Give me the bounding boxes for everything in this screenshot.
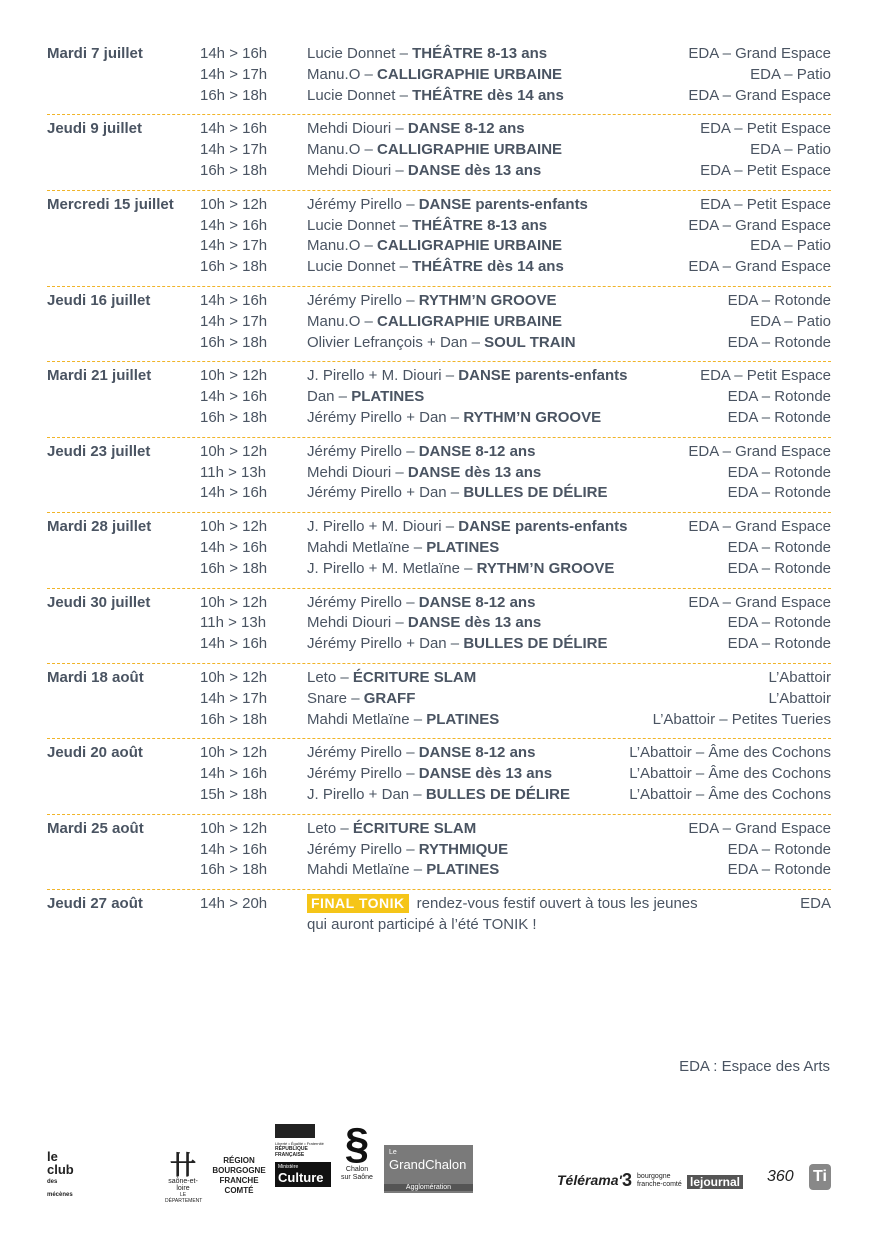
session-time: 14h > 16h bbox=[200, 635, 268, 653]
session-list bbox=[200, 44, 831, 106]
agglomeration-text: Agglomération bbox=[384, 1184, 473, 1191]
session-place: EDA – Grand Espace bbox=[688, 593, 831, 611]
chalon-text: sur Saône bbox=[341, 1174, 373, 1181]
session-person: Manu.O – bbox=[307, 312, 378, 330]
session-title: BULLES DE DÉLIRE bbox=[463, 635, 608, 653]
session-place: EDA – Rotonde bbox=[727, 614, 831, 632]
session-activity bbox=[307, 44, 688, 65]
session-person: Manu.O – bbox=[307, 65, 378, 83]
session-place: EDA – Grand Espace bbox=[688, 86, 831, 104]
session-place: L’Abattoir – Âme des Cochons bbox=[629, 785, 831, 803]
final-session bbox=[200, 894, 831, 936]
session-title: CALLIGRAPHIE URBAINE bbox=[377, 65, 563, 83]
session-place: EDA – Patio bbox=[750, 141, 831, 159]
final-description bbox=[307, 894, 800, 915]
session-activity bbox=[307, 668, 768, 689]
session-title: DANSE 8-12 ans bbox=[407, 120, 525, 138]
session-activity bbox=[307, 463, 728, 484]
day-label: Mardi 25 août bbox=[47, 819, 144, 837]
session-place: EDA – Rotonde bbox=[727, 635, 831, 653]
session-title: BULLES DE DÉLIRE bbox=[425, 785, 570, 803]
session-person: Jérémy Pirello – bbox=[307, 442, 419, 460]
session-place: EDA – Petit Espace bbox=[700, 367, 831, 385]
session-title: RYTHM’N GROOVE bbox=[463, 408, 602, 426]
session-activity bbox=[307, 366, 700, 387]
session-activity bbox=[307, 538, 728, 559]
session-row bbox=[200, 236, 831, 257]
session-time: 14h > 16h bbox=[200, 538, 268, 556]
session-time: 10h > 12h bbox=[200, 668, 268, 686]
session-activity bbox=[307, 517, 688, 538]
session-person: Mehdi Diouri – bbox=[307, 120, 408, 138]
session-person: Snare – bbox=[307, 689, 364, 707]
session-list bbox=[200, 366, 831, 428]
session-person: Mahdi Metlaïne – bbox=[307, 861, 427, 879]
session-title: PLATINES bbox=[351, 388, 425, 406]
session-time: 14h > 16h bbox=[200, 840, 268, 858]
session-row bbox=[200, 86, 831, 107]
session-list bbox=[200, 195, 831, 278]
session-row bbox=[200, 408, 831, 429]
session-person: Mehdi Diouri – bbox=[307, 463, 408, 481]
ti-logo: Ti bbox=[809, 1164, 831, 1190]
session-time: 16h > 18h bbox=[200, 161, 268, 179]
session-person: Lucie Donnet – bbox=[307, 258, 413, 276]
session-activity bbox=[307, 236, 750, 257]
session-person: Lucie Donnet – bbox=[307, 45, 413, 62]
session-activity bbox=[307, 819, 688, 840]
session-title: DANSE 8-12 ans bbox=[418, 442, 536, 460]
session-person: Olivier Lefrançois + Dan – bbox=[307, 333, 485, 351]
session-time: 14h > 16h bbox=[200, 120, 268, 138]
session-activity bbox=[307, 140, 750, 161]
session-title: ÉCRITURE SLAM bbox=[352, 668, 477, 686]
session-person: Mahdi Metlaïne – bbox=[307, 710, 427, 728]
session-person: Lucie Donnet – bbox=[307, 216, 413, 234]
session-list bbox=[200, 517, 831, 579]
day-block bbox=[47, 438, 831, 513]
session-time: 16h > 18h bbox=[200, 333, 268, 351]
session-person: Jérémy Pirello – bbox=[307, 840, 419, 858]
session-place: EDA – Patio bbox=[750, 65, 831, 83]
session-row bbox=[200, 785, 831, 806]
rf-motto: Liberté • Égalité • Fraternité bbox=[275, 1141, 324, 1146]
day-label: Mercredi 15 juillet bbox=[47, 195, 174, 213]
session-place: EDA bbox=[800, 895, 831, 913]
session-place: EDA – Petit Espace bbox=[700, 161, 831, 179]
session-time: 10h > 12h bbox=[200, 518, 268, 536]
session-row bbox=[200, 161, 831, 182]
session-row bbox=[200, 119, 831, 140]
session-time: 14h > 17h bbox=[200, 65, 268, 83]
session-time: 14h > 20h bbox=[200, 895, 268, 913]
session-title: THÉÂTRE dès 14 ans bbox=[412, 86, 564, 104]
session-title: CALLIGRAPHIE URBAINE bbox=[377, 141, 563, 159]
session-time: 14h > 16h bbox=[200, 765, 268, 783]
region-bfc-logo bbox=[210, 1156, 268, 1196]
session-person: J. Pirello + M. Diouri – bbox=[307, 518, 459, 536]
session-activity bbox=[307, 710, 653, 731]
schedule bbox=[47, 40, 831, 936]
session-activity bbox=[307, 483, 728, 504]
session-activity bbox=[307, 312, 750, 333]
session-time: 14h > 16h bbox=[200, 45, 268, 62]
session-place: L’Abattoir – Âme des Cochons bbox=[629, 744, 831, 762]
session-person: Jérémy Pirello + Dan – bbox=[307, 635, 464, 653]
session-row bbox=[200, 483, 831, 504]
club-logo-text: le bbox=[47, 1149, 58, 1164]
session-row bbox=[200, 195, 831, 216]
day-label: Jeudi 16 juillet bbox=[47, 291, 151, 309]
day-block bbox=[47, 664, 831, 739]
session-list bbox=[200, 593, 831, 655]
session-row bbox=[200, 291, 831, 312]
session-time: 11h > 13h bbox=[200, 463, 267, 481]
session-time: 16h > 18h bbox=[200, 86, 268, 104]
session-place: EDA – Rotonde bbox=[727, 861, 831, 879]
session-time: 14h > 17h bbox=[200, 141, 268, 159]
session-activity bbox=[307, 119, 700, 140]
session-person: Jérémy Pirello + Dan – bbox=[307, 484, 464, 502]
grand-chalon-text: GrandChalon bbox=[389, 1157, 467, 1172]
session-place: EDA – Grand Espace bbox=[688, 442, 831, 460]
session-title: DANSE 8-12 ans bbox=[418, 593, 536, 611]
session-activity bbox=[307, 333, 728, 354]
session-activity bbox=[307, 764, 629, 785]
session-list bbox=[200, 819, 831, 881]
session-activity bbox=[307, 593, 688, 614]
region-text: RÉGION bbox=[223, 1156, 255, 1165]
session-title: DANSE dès 13 ans bbox=[407, 614, 542, 632]
session-person: Mehdi Diouri – bbox=[307, 161, 408, 179]
day-label: Mardi 18 août bbox=[47, 668, 144, 686]
session-person: Jérémy Pirello – bbox=[307, 291, 419, 309]
session-time: 10h > 12h bbox=[200, 744, 268, 762]
session-activity bbox=[307, 86, 688, 107]
day-block bbox=[47, 815, 831, 890]
session-time: 10h > 12h bbox=[200, 195, 268, 213]
session-time: 15h > 18h bbox=[200, 785, 268, 803]
session-activity bbox=[307, 860, 728, 881]
culture-bar bbox=[275, 1162, 331, 1187]
session-list bbox=[200, 743, 831, 805]
day-block bbox=[47, 362, 831, 437]
session-activity bbox=[307, 257, 688, 278]
session-activity bbox=[307, 65, 750, 86]
session-time: 10h > 12h bbox=[200, 367, 268, 385]
club-logo-text: club bbox=[47, 1162, 74, 1177]
session-time: 14h > 17h bbox=[200, 237, 268, 255]
telerama-logo: Télérama' bbox=[557, 1172, 622, 1188]
session-title: DANSE parents-enfants bbox=[458, 367, 628, 385]
session-person: Mehdi Diouri – bbox=[307, 614, 408, 632]
day-block bbox=[47, 115, 831, 190]
saone-et-loire-subtext: LE DÉPARTEMENT bbox=[165, 1192, 203, 1204]
rf-name: RÉPUBLIQUE FRANÇAISE bbox=[275, 1146, 308, 1158]
day-label: Jeudi 30 juillet bbox=[47, 593, 151, 611]
session-title: BULLES DE DÉLIRE bbox=[463, 484, 608, 502]
session-title: THÉÂTRE 8-13 ans bbox=[412, 45, 548, 62]
session-time: 16h > 18h bbox=[200, 258, 268, 276]
session-time: 14h > 17h bbox=[200, 689, 268, 707]
session-place: EDA – Rotonde bbox=[727, 840, 831, 858]
session-title: CALLIGRAPHIE URBAINE bbox=[377, 237, 563, 255]
france3-logo bbox=[622, 1170, 682, 1191]
session-row bbox=[200, 140, 831, 161]
session-place: EDA – Grand Espace bbox=[688, 216, 831, 234]
session-activity bbox=[307, 216, 688, 237]
session-person: Manu.O – bbox=[307, 141, 378, 159]
session-place: EDA – Rotonde bbox=[727, 559, 831, 577]
session-person: Lucie Donnet – bbox=[307, 86, 413, 104]
session-person: Dan – bbox=[307, 388, 352, 406]
session-time: 10h > 12h bbox=[200, 819, 268, 837]
partner-logos bbox=[47, 1119, 831, 1204]
session-time: 11h > 13h bbox=[200, 614, 267, 632]
session-list bbox=[200, 291, 831, 353]
session-activity bbox=[307, 559, 728, 580]
session-row bbox=[200, 764, 831, 785]
session-title: DANSE dès 13 ans bbox=[407, 463, 542, 481]
ministere-culture-logo bbox=[275, 1124, 331, 1187]
final-tonik-badge: FINAL TONIK bbox=[307, 894, 409, 913]
session-person: J. Pirello + M. Metlaïne – bbox=[307, 559, 477, 577]
session-title: DANSE parents-enfants bbox=[458, 518, 628, 536]
session-title: DANSE dès 13 ans bbox=[407, 161, 542, 179]
session-row bbox=[200, 65, 831, 86]
session-person: Leto – bbox=[307, 668, 353, 686]
session-time: 14h > 16h bbox=[200, 388, 268, 406]
session-title: RYTHMIQUE bbox=[418, 840, 509, 858]
session-row bbox=[200, 743, 831, 764]
session-place: EDA – Grand Espace bbox=[688, 45, 831, 62]
club-des-mecenes-logo bbox=[47, 1150, 83, 1202]
session-place: EDA – Rotonde bbox=[727, 388, 831, 406]
session-place: L’Abattoir bbox=[768, 689, 831, 707]
saone-et-loire-text: saône-et-loire bbox=[168, 1178, 198, 1192]
session-place: L’Abattoir – Âme des Cochons bbox=[629, 765, 831, 783]
day-label: Jeudi 20 août bbox=[47, 744, 143, 762]
final-desc-line2: qui auront participé à l’été TONIK ! bbox=[307, 915, 537, 933]
day-label: Jeudi 27 août bbox=[47, 895, 143, 913]
session-row bbox=[200, 257, 831, 278]
session-person: J. Pirello + M. Diouri – bbox=[307, 367, 459, 385]
final-day-block bbox=[47, 890, 831, 936]
session-row bbox=[200, 559, 831, 580]
marianne-icon bbox=[275, 1124, 315, 1138]
session-person: J. Pirello + Dan – bbox=[307, 785, 426, 803]
session-title: PLATINES bbox=[426, 538, 500, 556]
region-text: COMTÉ bbox=[224, 1186, 254, 1195]
session-row bbox=[200, 634, 831, 655]
session-time: 10h > 12h bbox=[200, 442, 268, 460]
session-row bbox=[200, 442, 831, 463]
session-time: 14h > 16h bbox=[200, 484, 268, 502]
chalon-text: Chalon bbox=[345, 1166, 369, 1173]
session-person: Manu.O – bbox=[307, 237, 378, 255]
session-time: 14h > 16h bbox=[200, 216, 268, 234]
session-place: L’Abattoir – Petites Tueries bbox=[652, 710, 831, 728]
session-time: 14h > 17h bbox=[200, 312, 268, 330]
session-row bbox=[200, 333, 831, 354]
saone-et-loire-logo bbox=[165, 1152, 201, 1204]
session-place: EDA – Rotonde bbox=[727, 291, 831, 309]
session-activity bbox=[307, 442, 688, 463]
session-time: 16h > 18h bbox=[200, 861, 268, 879]
session-row bbox=[200, 366, 831, 387]
session-row bbox=[200, 613, 831, 634]
le-journal-logo: lejournal bbox=[687, 1175, 743, 1189]
session-list bbox=[200, 119, 831, 181]
day-label: Mardi 7 juillet bbox=[47, 45, 143, 62]
ministere-text: Ministère bbox=[278, 1164, 299, 1170]
club-logo-subtext: des mécènes bbox=[47, 1179, 73, 1198]
day-label: Jeudi 9 juillet bbox=[47, 120, 143, 138]
final-line bbox=[200, 894, 831, 915]
day-block bbox=[47, 739, 831, 814]
session-person: Jérémy Pirello + Dan – bbox=[307, 408, 464, 426]
grand-chalon-logo bbox=[384, 1145, 473, 1193]
session-activity bbox=[307, 613, 728, 634]
session-list bbox=[200, 442, 831, 504]
session-activity bbox=[307, 743, 629, 764]
session-person: Mahdi Metlaïne – bbox=[307, 538, 427, 556]
session-place: EDA – Grand Espace bbox=[688, 819, 831, 837]
session-row bbox=[200, 689, 831, 710]
chalon-mark-icon: § bbox=[344, 1119, 370, 1168]
session-row bbox=[200, 840, 831, 861]
session-row bbox=[200, 538, 831, 559]
session-activity bbox=[307, 291, 728, 312]
session-title: RYTHM’N GROOVE bbox=[418, 291, 557, 309]
session-place: EDA – Rotonde bbox=[727, 484, 831, 502]
session-place: EDA – Patio bbox=[750, 312, 831, 330]
session-time: 16h > 18h bbox=[200, 710, 268, 728]
session-row bbox=[200, 517, 831, 538]
session-activity bbox=[307, 161, 700, 182]
session-row bbox=[200, 710, 831, 731]
session-place: EDA – Patio bbox=[750, 237, 831, 255]
session-row bbox=[200, 387, 831, 408]
day-label: Mardi 21 juillet bbox=[47, 367, 152, 385]
session-row bbox=[200, 819, 831, 840]
session-activity bbox=[307, 689, 768, 710]
region-text: FRANCHE bbox=[219, 1176, 259, 1185]
day-block bbox=[47, 40, 831, 115]
france3-subtext: bourgogne franche-comté bbox=[637, 1173, 682, 1189]
session-title: PLATINES bbox=[426, 861, 500, 879]
session-time: 14h > 16h bbox=[200, 291, 268, 309]
session-row bbox=[200, 44, 831, 65]
saone-et-loire-mark-icon: 卄 bbox=[169, 1150, 196, 1180]
session-list bbox=[200, 668, 831, 730]
session-row bbox=[200, 593, 831, 614]
grand-chalon-360-logo: 360 bbox=[767, 1168, 794, 1185]
session-place: L’Abattoir bbox=[768, 668, 831, 686]
session-row bbox=[200, 216, 831, 237]
session-title: THÉÂTRE 8-13 ans bbox=[412, 216, 548, 234]
session-person: Jérémy Pirello – bbox=[307, 744, 419, 762]
session-title: DANSE 8-12 ans bbox=[418, 744, 536, 762]
session-title: THÉÂTRE dès 14 ans bbox=[412, 258, 564, 276]
session-person: Jérémy Pirello – bbox=[307, 593, 419, 611]
session-activity bbox=[307, 387, 728, 408]
session-person: Leto – bbox=[307, 819, 353, 837]
session-person: Jérémy Pirello – bbox=[307, 195, 419, 213]
day-block bbox=[47, 191, 831, 287]
session-place: EDA – Petit Espace bbox=[700, 120, 831, 138]
culture-text: Culture bbox=[278, 1170, 324, 1185]
day-block bbox=[47, 513, 831, 588]
session-place: EDA – Rotonde bbox=[727, 538, 831, 556]
day-block bbox=[47, 287, 831, 362]
session-time: 16h > 18h bbox=[200, 408, 268, 426]
session-title: RYTHM’N GROOVE bbox=[476, 559, 615, 577]
session-place: EDA – Grand Espace bbox=[688, 258, 831, 276]
session-title: SOUL TRAIN bbox=[484, 333, 576, 351]
final-desc-line1: rendez-vous festif ouvert à tous les jeunes bbox=[416, 895, 698, 913]
session-place: EDA – Rotonde bbox=[727, 463, 831, 481]
session-place: EDA – Rotonde bbox=[727, 333, 831, 351]
legend: EDA : Espace des Arts bbox=[679, 1058, 830, 1075]
session-activity bbox=[307, 840, 728, 861]
session-activity bbox=[307, 785, 629, 806]
france3-number: 3 bbox=[622, 1170, 633, 1190]
session-place: EDA – Rotonde bbox=[727, 408, 831, 426]
session-activity bbox=[307, 408, 728, 429]
session-place: EDA – Grand Espace bbox=[688, 518, 831, 536]
session-title: GRAFF bbox=[363, 689, 416, 707]
session-title: PLATINES bbox=[426, 710, 500, 728]
session-row bbox=[200, 312, 831, 333]
day-block bbox=[47, 589, 831, 664]
day-label: Mardi 28 juillet bbox=[47, 518, 152, 536]
session-row bbox=[200, 463, 831, 484]
grand-chalon-le: Le bbox=[389, 1149, 397, 1156]
session-title: ÉCRITURE SLAM bbox=[352, 819, 477, 837]
session-time: 16h > 18h bbox=[200, 559, 268, 577]
session-title: CALLIGRAPHIE URBAINE bbox=[377, 312, 563, 330]
session-title: DANSE parents-enfants bbox=[418, 195, 588, 213]
session-row bbox=[200, 668, 831, 689]
day-label: Jeudi 23 juillet bbox=[47, 442, 151, 460]
session-activity bbox=[307, 195, 700, 216]
session-title: DANSE dès 13 ans bbox=[418, 765, 553, 783]
session-person: Jérémy Pirello – bbox=[307, 765, 419, 783]
session-activity bbox=[307, 634, 728, 655]
chalon-sur-saone-logo bbox=[340, 1119, 374, 1182]
region-text: BOURGOGNE bbox=[212, 1166, 266, 1175]
session-place: EDA – Petit Espace bbox=[700, 195, 831, 213]
session-row bbox=[200, 860, 831, 881]
session-time: 10h > 12h bbox=[200, 593, 268, 611]
